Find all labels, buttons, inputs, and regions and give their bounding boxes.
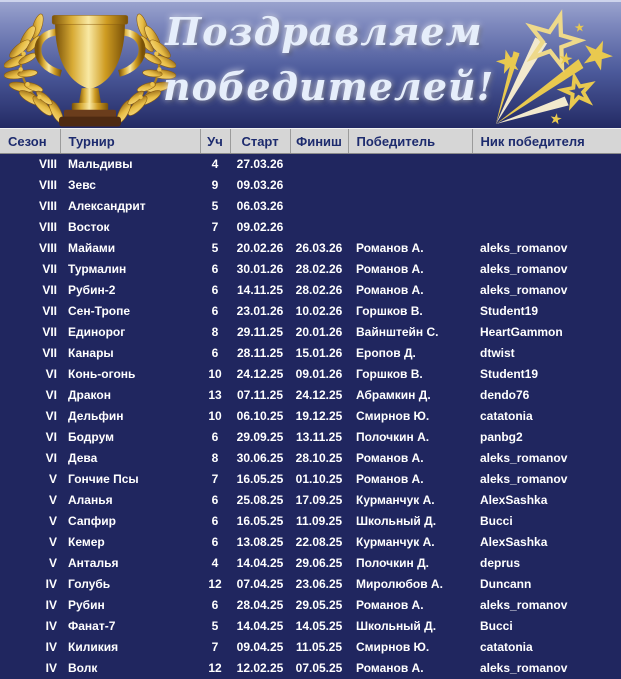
cell-participants: 12 [208, 661, 222, 675]
cell-start: 20.02.26 [236, 241, 284, 255]
cell-participants: 6 [211, 514, 219, 528]
shooting-stars-icon [479, 8, 619, 126]
cell-participants: 7 [211, 472, 219, 486]
cell-participants: 6 [211, 283, 219, 297]
cell-winner_nick: deprus [480, 556, 521, 570]
cell-winner_nick: panbg2 [480, 430, 523, 444]
cell-start: 14.04.25 [236, 556, 284, 570]
cell-finish: 24.12.25 [295, 388, 343, 402]
cell-winner_nick: aleks_romanov [480, 598, 568, 612]
table-row [0, 469, 621, 490]
table-body [0, 154, 621, 679]
cell-tournament: Анталья [68, 556, 119, 570]
cell-season: VII [42, 325, 57, 339]
cell-start: 29.11.25 [236, 325, 284, 339]
cell-winner: Смирнов Ю. [356, 409, 430, 423]
cell-tournament: Мальдивы [68, 157, 133, 172]
cell-winner: Миролюбов А. [356, 577, 443, 591]
cell-participants: 5 [211, 199, 219, 213]
cell-winner: Вайнштейн С. [356, 325, 439, 339]
cell-winner_nick [472, 154, 621, 175]
cell-winner: Курманчук А. [356, 493, 435, 507]
cell-winner: Горшков В. [356, 304, 423, 318]
cell-finish [290, 196, 348, 217]
cell-season: VI [45, 451, 57, 465]
cell-start: 24.12.25 [236, 367, 284, 381]
cell-tournament: Зевс [68, 178, 96, 192]
cell-winner [348, 217, 472, 238]
table-row [0, 658, 621, 679]
cell-winner: Горшков В. [356, 367, 423, 381]
results-table [0, 128, 621, 679]
cell-winner: Романов А. [356, 451, 424, 465]
cell-finish: 28.02.26 [295, 262, 343, 276]
cell-finish: 29.05.25 [295, 598, 343, 612]
cell-winner_nick: aleks_romanov [480, 241, 568, 255]
cell-finish: 26.03.26 [295, 241, 343, 255]
cell-start: 09.02.26 [236, 220, 284, 234]
cell-participants: 5 [211, 241, 219, 255]
cell-finish: 17.09.25 [295, 493, 343, 507]
cell-winner_nick: Student19 [480, 367, 539, 381]
cell-finish [290, 217, 348, 238]
cell-participants: 10 [208, 367, 222, 381]
cell-season: VI [45, 367, 57, 381]
cell-finish: 10.02.26 [295, 304, 343, 318]
cell-season: IV [45, 661, 57, 675]
table-row [0, 511, 621, 532]
cell-start: 23.01.26 [236, 304, 284, 318]
cell-winner: Романов А. [356, 262, 424, 276]
table-row [0, 532, 621, 553]
cell-winner_nick: Student19 [480, 304, 539, 318]
cell-winner_nick: dendo76 [480, 388, 530, 402]
cell-winner: Полочкин А. [356, 430, 430, 444]
cell-tournament: Аланья [68, 493, 113, 507]
trophy-with-laurel-icon [4, 3, 176, 128]
cell-tournament: Сен-Тропе [68, 304, 131, 318]
cell-tournament: Восток [68, 220, 110, 234]
cell-start: 14.11.25 [236, 283, 284, 297]
cell-season: IV [45, 619, 57, 633]
cell-tournament: Голубь [68, 577, 111, 591]
table-row [0, 259, 621, 280]
cell-start: 14.04.25 [236, 619, 284, 633]
cell-participants: 10 [208, 409, 222, 423]
cell-winner_nick: Bucci [480, 619, 513, 633]
cell-start: 29.09.25 [236, 430, 284, 444]
cell-season: VII [42, 262, 57, 276]
cell-participants: 4 [211, 157, 219, 172]
table-row [0, 406, 621, 427]
cell-participants: 6 [211, 346, 219, 360]
table-row [0, 280, 621, 301]
banner-title-line-1: Поздравляем [165, 9, 483, 54]
cell-start: 28.11.25 [236, 346, 284, 360]
cell-participants: 7 [211, 220, 219, 234]
column-header-winner_nick: Ник победителя [472, 129, 621, 154]
cell-season: VIII [38, 178, 57, 192]
cell-start: 09.03.26 [236, 178, 284, 192]
cell-winner: Еропов Д. [356, 346, 416, 360]
cell-start: 25.08.25 [236, 493, 284, 507]
cell-winner_nick: HeartGammon [480, 325, 563, 339]
table-row [0, 364, 621, 385]
column-header-season: Сезон [0, 129, 60, 154]
cell-finish [290, 175, 348, 196]
table-row [0, 301, 621, 322]
cell-start: 07.04.25 [236, 577, 284, 591]
table-row [0, 427, 621, 448]
cell-participants: 4 [211, 556, 219, 570]
cell-start: 13.08.25 [236, 535, 284, 549]
cell-winner_nick: catatonia [480, 640, 533, 654]
cell-tournament: Турмалин [68, 262, 127, 276]
cell-season: V [48, 535, 57, 549]
cell-winner [348, 175, 472, 196]
cell-participants: 5 [211, 619, 219, 633]
cell-finish: 29.06.25 [295, 556, 343, 570]
cell-finish: 15.01.26 [295, 346, 343, 360]
cell-finish: 28.02.26 [295, 283, 343, 297]
cell-season: IV [45, 640, 57, 654]
cell-winner_nick [472, 175, 621, 196]
cell-winner_nick [472, 196, 621, 217]
column-header-participants: Уч [200, 129, 230, 154]
cell-finish: 19.12.25 [295, 409, 343, 423]
cell-winner_nick: catatonia [480, 409, 533, 423]
cell-season: VII [42, 304, 57, 318]
cell-winner_nick: aleks_romanov [480, 661, 568, 675]
cell-winner_nick: AlexSashka [480, 493, 548, 507]
cell-season: V [48, 472, 57, 486]
cell-participants: 8 [211, 325, 219, 339]
cell-winner: Романов А. [356, 598, 424, 612]
cell-season: VIII [38, 157, 57, 172]
cell-participants: 6 [211, 430, 219, 444]
table-row [0, 154, 621, 175]
cell-start: 07.11.25 [236, 388, 284, 402]
cell-season: VII [42, 346, 57, 360]
cell-winner_nick: dtwist [480, 346, 515, 360]
table-row [0, 490, 621, 511]
cell-season: IV [45, 598, 57, 612]
table-row [0, 217, 621, 238]
cell-tournament: Конь-огонь [68, 367, 136, 381]
cell-season: VI [45, 409, 57, 423]
cell-finish: 07.05.25 [295, 661, 343, 675]
banner-title-line-2: победителей! [163, 64, 495, 109]
cell-tournament: Сапфир [68, 514, 116, 528]
cell-winner_nick: Bucci [480, 514, 513, 528]
table-row [0, 637, 621, 658]
cell-season: VIII [38, 241, 57, 255]
cell-participants: 13 [208, 388, 222, 402]
table-row [0, 385, 621, 406]
cell-participants: 6 [211, 535, 219, 549]
cell-participants: 12 [208, 577, 222, 591]
cell-start: 16.05.25 [236, 514, 284, 528]
cell-winner: Абрамкин Д. [356, 388, 431, 402]
cell-winner: Романов А. [356, 472, 424, 486]
table-row [0, 238, 621, 259]
cell-tournament: Фанат-7 [68, 619, 116, 633]
table-row [0, 574, 621, 595]
cell-start: 27.03.26 [236, 157, 284, 172]
cell-winner [348, 154, 472, 175]
cell-winner_nick: AlexSashka [480, 535, 548, 549]
cell-tournament: Киликия [68, 640, 119, 654]
cell-participants: 9 [211, 178, 219, 192]
cell-tournament: Кемер [68, 535, 105, 549]
table-row [0, 553, 621, 574]
cell-winner: Школьный Д. [356, 619, 437, 633]
column-header-finish: Финиш [290, 129, 348, 154]
banner [0, 0, 621, 128]
cell-start: 06.03.26 [236, 199, 284, 213]
cell-tournament: Александрит [68, 199, 146, 213]
column-header-start: Старт [230, 129, 290, 154]
cell-finish: 20.01.26 [295, 325, 343, 339]
column-header-tournament: Турнир [60, 129, 200, 154]
table-row [0, 616, 621, 637]
table-row [0, 322, 621, 343]
cell-season: VII [42, 283, 57, 297]
cell-participants: 8 [211, 451, 219, 465]
cell-winner_nick: aleks_romanov [480, 451, 568, 465]
cell-tournament: Волк [68, 661, 98, 675]
cell-tournament: Бодрум [68, 430, 114, 444]
cell-winner: Полочкин Д. [356, 556, 429, 570]
cell-winner: Школьный Д. [356, 514, 437, 528]
cell-finish: 14.05.25 [295, 619, 343, 633]
column-header-winner: Победитель [348, 129, 472, 154]
cell-tournament: Дева [68, 451, 98, 465]
cell-finish: 22.08.25 [295, 535, 343, 549]
cell-season: V [48, 514, 57, 528]
cell-tournament: Дракон [68, 388, 111, 402]
cell-winner_nick: aleks_romanov [480, 262, 568, 276]
cell-participants: 6 [211, 262, 219, 276]
cell-season: IV [45, 577, 57, 591]
cell-winner_nick [472, 217, 621, 238]
cell-finish [290, 154, 348, 175]
cell-season: VIII [38, 220, 57, 234]
cell-participants: 6 [211, 304, 219, 318]
cell-season: VI [45, 388, 57, 402]
table-row [0, 196, 621, 217]
cell-winner_nick: aleks_romanov [480, 283, 568, 297]
cell-finish: 13.11.25 [295, 430, 343, 444]
cell-finish: 09.01.26 [295, 367, 343, 381]
cell-winner: Смирнов Ю. [356, 640, 430, 654]
cell-tournament: Гончие Псы [68, 472, 139, 486]
cell-start: 12.02.25 [236, 661, 284, 675]
cell-season: V [48, 556, 57, 570]
cell-season: VI [45, 430, 57, 444]
cell-finish: 23.06.25 [295, 577, 343, 591]
cell-participants: 6 [211, 598, 219, 612]
table-header [0, 129, 621, 154]
cell-winner_nick: Duncann [480, 577, 532, 591]
cell-winner: Курманчук А. [356, 535, 435, 549]
cell-winner: Романов А. [356, 661, 424, 675]
cell-tournament: Рубин-2 [68, 283, 116, 297]
cell-participants: 6 [211, 493, 219, 507]
banner-title [163, 4, 495, 128]
cell-tournament: Рубин [68, 598, 105, 612]
cell-winner: Романов А. [356, 241, 424, 255]
cell-start: 16.05.25 [236, 472, 284, 486]
cell-finish: 28.10.25 [295, 451, 343, 465]
cell-winner_nick: aleks_romanov [480, 472, 568, 486]
cell-finish: 11.05.25 [295, 640, 343, 654]
cell-winner [348, 196, 472, 217]
cell-participants: 7 [211, 640, 219, 654]
cell-start: 09.04.25 [236, 640, 284, 654]
cell-finish: 01.10.25 [295, 472, 343, 486]
table-row [0, 448, 621, 469]
cell-start: 06.10.25 [236, 409, 284, 423]
table-row [0, 595, 621, 616]
cell-tournament: Майами [68, 241, 116, 255]
cell-tournament: Единорог [68, 325, 126, 339]
cell-start: 30.06.25 [236, 451, 284, 465]
cell-finish: 11.09.25 [295, 514, 343, 528]
cell-winner: Романов А. [356, 283, 424, 297]
cell-tournament: Канары [68, 346, 114, 360]
cell-season: V [48, 493, 57, 507]
table-row [0, 343, 621, 364]
cell-start: 30.01.26 [236, 262, 284, 276]
cell-season: VIII [38, 199, 57, 213]
cell-tournament: Дельфин [68, 409, 124, 423]
cell-start: 28.04.25 [236, 598, 284, 612]
table-row [0, 175, 621, 196]
